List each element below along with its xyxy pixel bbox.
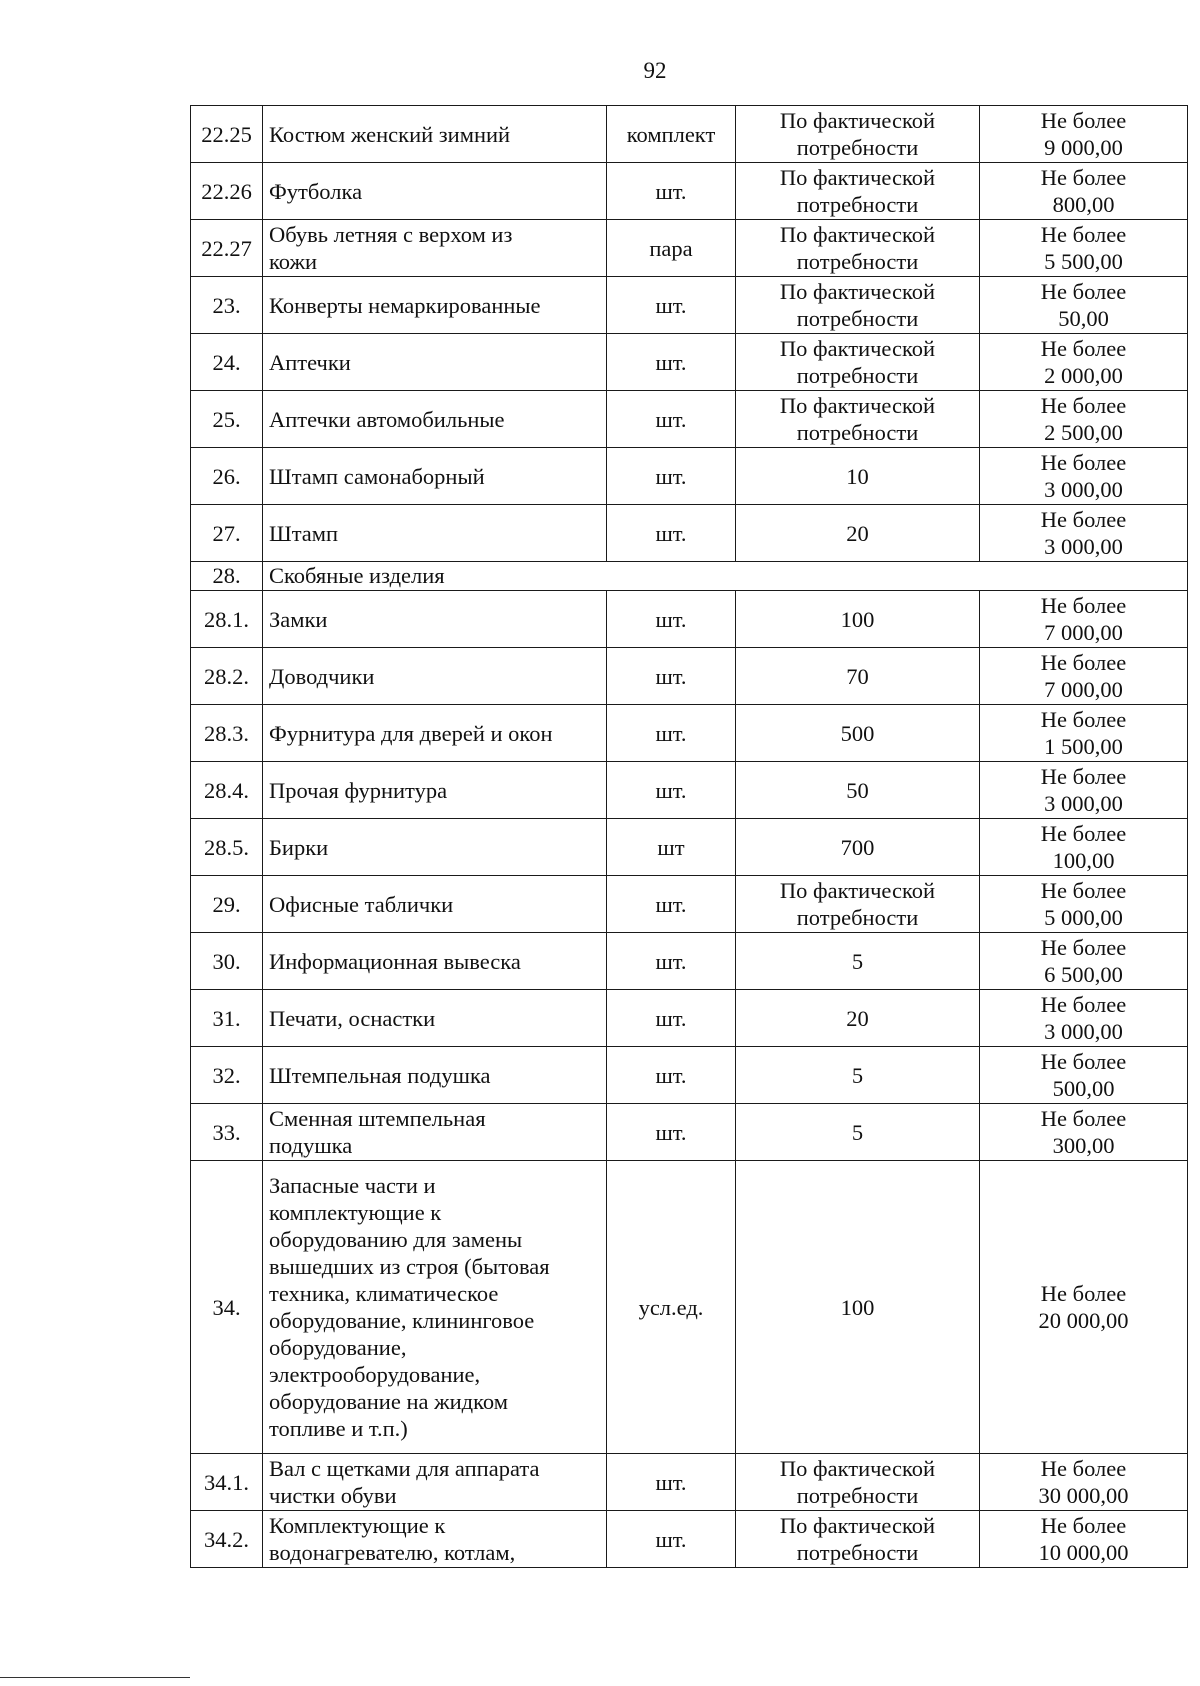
- qty-line: По фактической: [779, 1513, 936, 1538]
- item-number: 28.: [191, 562, 263, 591]
- item-number: 26.: [191, 448, 263, 505]
- item-number: 32.: [191, 1047, 263, 1104]
- table-row: [191, 990, 1188, 1047]
- qty-line: 70: [846, 663, 869, 689]
- item-price: [980, 448, 1188, 505]
- price-line: Не более: [1040, 108, 1127, 133]
- price-line: Не более: [1040, 165, 1127, 190]
- table-row: [191, 819, 1188, 876]
- item-name: [263, 762, 607, 819]
- item-quantity: [736, 448, 980, 505]
- item-price: [980, 705, 1188, 762]
- item-unit: шт.: [607, 163, 736, 220]
- item-number: 28.3.: [191, 705, 263, 762]
- table-row: [191, 220, 1188, 277]
- qty-line: 50: [846, 777, 869, 803]
- table-row: [191, 163, 1188, 220]
- name-line: Скобяные изделия: [269, 563, 445, 588]
- price-line: 800,00: [1052, 192, 1115, 217]
- price-line: 300,00: [1052, 1133, 1115, 1158]
- item-price: [980, 1161, 1188, 1454]
- item-quantity: [736, 1511, 980, 1568]
- item-number: 24.: [191, 334, 263, 391]
- item-number: 28.5.: [191, 819, 263, 876]
- item-number: 34.: [191, 1161, 263, 1454]
- item-unit: шт.: [607, 391, 736, 448]
- name-line: Информационная вывеска: [269, 948, 521, 974]
- qty-line: потребности: [796, 420, 919, 445]
- qty-line: По фактической: [779, 279, 936, 304]
- item-unit: шт: [607, 819, 736, 876]
- name-line: Печати, оснастки: [269, 1005, 436, 1031]
- item-unit: пара: [607, 220, 736, 277]
- table-row: [191, 1047, 1188, 1104]
- name-line: Конверты немаркированные: [269, 292, 541, 318]
- item-quantity: [736, 933, 980, 990]
- qty-line: потребности: [796, 135, 919, 160]
- item-unit: шт.: [607, 334, 736, 391]
- item-price: [980, 505, 1188, 562]
- qty-line: 5: [851, 1062, 864, 1088]
- qty-line: потребности: [796, 1483, 919, 1508]
- item-unit: шт.: [607, 705, 736, 762]
- price-line: Не более: [1040, 992, 1127, 1017]
- qty-line: 700: [840, 834, 875, 860]
- item-unit: шт.: [607, 1104, 736, 1161]
- item-number: 30.: [191, 933, 263, 990]
- item-name: [263, 705, 607, 762]
- price-line: Не более: [1040, 1049, 1127, 1074]
- name-line: Фурнитура для дверей и окон: [269, 720, 553, 746]
- name-line: техника, климатическое: [269, 1281, 499, 1306]
- qty-line: потребности: [796, 306, 919, 331]
- price-line: 3 000,00: [1044, 1019, 1123, 1044]
- qty-line: 5: [851, 1119, 864, 1145]
- item-price: [980, 933, 1188, 990]
- item-quantity: [736, 1047, 980, 1104]
- item-price: [980, 1047, 1188, 1104]
- item-name: [263, 648, 607, 705]
- table-row: [191, 591, 1188, 648]
- item-quantity: [736, 505, 980, 562]
- price-line: 5 500,00: [1044, 249, 1123, 274]
- qty-line: 100: [840, 1294, 875, 1320]
- item-name: [263, 1047, 607, 1104]
- name-line: Футболка: [269, 178, 363, 204]
- item-unit: усл.ед.: [607, 1161, 736, 1454]
- table-row: [191, 876, 1188, 933]
- price-line: 10 000,00: [1038, 1540, 1129, 1565]
- name-line: оборудование на жидком: [269, 1389, 508, 1414]
- item-price: [980, 277, 1188, 334]
- item-unit: шт.: [607, 876, 736, 933]
- price-line: Не более: [1040, 1513, 1127, 1538]
- price-line: 7 000,00: [1044, 620, 1123, 645]
- item-name: [263, 334, 607, 391]
- qty-line: 20: [846, 520, 869, 546]
- name-line: Штамп самонаборный: [269, 463, 485, 489]
- footnote-rule: [0, 1677, 190, 1678]
- name-line: Прочая фурнитура: [269, 777, 448, 803]
- item-name: [263, 391, 607, 448]
- table-row: [191, 505, 1188, 562]
- item-price: [980, 1511, 1188, 1568]
- name-line: Штамп: [269, 520, 339, 546]
- item-unit: шт.: [607, 990, 736, 1047]
- qty-line: 500: [840, 720, 875, 746]
- name-line: Аптечки: [269, 349, 351, 375]
- item-number: 28.2.: [191, 648, 263, 705]
- item-number: 29.: [191, 876, 263, 933]
- item-quantity: [736, 990, 980, 1047]
- item-quantity: [736, 1161, 980, 1454]
- name-line: Офисные таблички: [269, 891, 454, 917]
- item-quantity: [736, 762, 980, 819]
- price-line: Не более: [1040, 1456, 1127, 1481]
- qty-line: потребности: [796, 905, 919, 930]
- item-quantity: [736, 220, 980, 277]
- item-name: [263, 591, 607, 648]
- name-line: Замки: [269, 606, 328, 632]
- name-line: Запасные части и: [269, 1173, 436, 1198]
- item-price: [980, 648, 1188, 705]
- table-row: [191, 1161, 1188, 1454]
- price-line: 100,00: [1052, 848, 1115, 873]
- item-price: [980, 1104, 1188, 1161]
- table-row: [191, 448, 1188, 505]
- name-line: оборудование, клининговое: [269, 1308, 535, 1333]
- name-line: Бирки: [269, 834, 329, 860]
- item-quantity: [736, 1454, 980, 1511]
- name-line: Доводчики: [269, 663, 375, 689]
- item-name: [263, 106, 607, 163]
- price-line: 30 000,00: [1038, 1483, 1129, 1508]
- item-quantity: [736, 591, 980, 648]
- item-quantity: [736, 1104, 980, 1161]
- price-line: Не более: [1040, 450, 1127, 475]
- item-quantity: [736, 163, 980, 220]
- item-unit: шт.: [607, 277, 736, 334]
- price-line: Не более: [1040, 222, 1127, 247]
- qty-line: потребности: [796, 1540, 919, 1565]
- item-unit: комплект: [607, 106, 736, 163]
- name-line: топливе и т.п.): [269, 1416, 408, 1441]
- qty-line: 100: [840, 606, 875, 632]
- qty-line: По фактической: [779, 393, 936, 418]
- price-line: Не более: [1040, 1281, 1127, 1306]
- items-table-body: [191, 106, 1188, 1568]
- price-line: Не более: [1040, 1106, 1127, 1131]
- price-line: 3 000,00: [1044, 534, 1123, 559]
- qty-line: По фактической: [779, 222, 936, 247]
- item-name: [263, 505, 607, 562]
- name-line: электрооборудование,: [269, 1362, 481, 1387]
- item-quantity: [736, 391, 980, 448]
- item-number: 31.: [191, 990, 263, 1047]
- item-number: 22.25: [191, 106, 263, 163]
- item-name: [263, 990, 607, 1047]
- item-price: [980, 876, 1188, 933]
- item-number: 28.1.: [191, 591, 263, 648]
- name-line: Штемпельная подушка: [269, 1062, 491, 1088]
- price-line: 3 000,00: [1044, 791, 1123, 816]
- qty-line: По фактической: [779, 1456, 936, 1481]
- item-name: [263, 819, 607, 876]
- price-line: Не более: [1040, 878, 1127, 903]
- item-price: [980, 391, 1188, 448]
- name-line: Обувь летняя с верхом из: [269, 222, 513, 247]
- item-unit: шт.: [607, 505, 736, 562]
- price-line: Не более: [1040, 336, 1127, 361]
- item-unit: шт.: [607, 762, 736, 819]
- price-line: 6 500,00: [1044, 962, 1123, 987]
- item-number: 25.: [191, 391, 263, 448]
- item-name: [263, 933, 607, 990]
- table-row: [191, 391, 1188, 448]
- item-price: [980, 334, 1188, 391]
- table-row: [191, 648, 1188, 705]
- items-table: [190, 105, 1188, 1568]
- name-line: Костюм женский зимний: [269, 121, 511, 147]
- section-title: [263, 562, 1188, 591]
- price-line: 1 500,00: [1044, 734, 1123, 759]
- item-quantity: [736, 876, 980, 933]
- item-quantity: [736, 705, 980, 762]
- price-line: Не более: [1040, 821, 1127, 846]
- price-line: Не более: [1040, 650, 1127, 675]
- price-line: Не более: [1040, 393, 1127, 418]
- item-number: 27.: [191, 505, 263, 562]
- name-line: Комплектующие к: [269, 1513, 446, 1538]
- qty-line: По фактической: [779, 336, 936, 361]
- item-name: [263, 1104, 607, 1161]
- price-line: Не более: [1040, 764, 1127, 789]
- item-name: [263, 163, 607, 220]
- name-line: вышедших из строя (бытовая: [269, 1254, 550, 1279]
- name-line: кожи: [269, 249, 318, 274]
- qty-line: По фактической: [779, 108, 936, 133]
- item-price: [980, 990, 1188, 1047]
- qty-line: По фактической: [779, 165, 936, 190]
- item-unit: шт.: [607, 448, 736, 505]
- item-price: [980, 1454, 1188, 1511]
- name-line: оборудование,: [269, 1335, 407, 1360]
- price-line: 7 000,00: [1044, 677, 1123, 702]
- item-number: 22.27: [191, 220, 263, 277]
- price-line: Не более: [1040, 507, 1127, 532]
- price-line: 50,00: [1058, 306, 1109, 331]
- price-line: Не более: [1040, 279, 1127, 304]
- item-price: [980, 591, 1188, 648]
- name-line: Аптечки автомобильные: [269, 406, 505, 432]
- item-price: [980, 106, 1188, 163]
- name-line: Вал с щетками для аппарата: [269, 1456, 540, 1481]
- item-unit: шт.: [607, 1511, 736, 1568]
- price-line: Не более: [1040, 593, 1127, 618]
- item-quantity: [736, 106, 980, 163]
- price-line: 5 000,00: [1044, 905, 1123, 930]
- item-number: 34.2.: [191, 1511, 263, 1568]
- item-price: [980, 762, 1188, 819]
- table-row: [191, 106, 1188, 163]
- item-unit: шт.: [607, 591, 736, 648]
- qty-line: 20: [846, 1005, 869, 1031]
- table-row: [191, 762, 1188, 819]
- name-line: Сменная штемпельная: [269, 1106, 486, 1131]
- item-quantity: [736, 819, 980, 876]
- item-number: 34.1.: [191, 1454, 263, 1511]
- table-row: [191, 933, 1188, 990]
- price-line: 2 500,00: [1044, 420, 1123, 445]
- item-name: [263, 277, 607, 334]
- name-line: водонагревателю, котлам,: [269, 1540, 516, 1565]
- table-row: [191, 705, 1188, 762]
- table-row: [191, 1511, 1188, 1568]
- price-line: 20 000,00: [1038, 1308, 1129, 1333]
- table-row: [191, 277, 1188, 334]
- qty-line: 10: [846, 463, 869, 489]
- table-row: [191, 1454, 1188, 1511]
- item-name: [263, 1161, 607, 1454]
- table-row: [191, 562, 1188, 591]
- table-row: [191, 334, 1188, 391]
- item-name: [263, 1511, 607, 1568]
- price-line: 3 000,00: [1044, 477, 1123, 502]
- item-name: [263, 448, 607, 505]
- item-number: 28.4.: [191, 762, 263, 819]
- qty-line: потребности: [796, 192, 919, 217]
- price-line: 500,00: [1052, 1076, 1115, 1101]
- qty-line: потребности: [796, 249, 919, 274]
- name-line: чистки обуви: [269, 1483, 397, 1508]
- item-unit: шт.: [607, 1047, 736, 1104]
- item-quantity: [736, 648, 980, 705]
- item-unit: шт.: [607, 1454, 736, 1511]
- item-name: [263, 1454, 607, 1511]
- item-price: [980, 220, 1188, 277]
- table-row: [191, 1104, 1188, 1161]
- price-line: 9 000,00: [1044, 135, 1123, 160]
- price-line: Не более: [1040, 707, 1127, 732]
- item-quantity: [736, 334, 980, 391]
- item-quantity: [736, 277, 980, 334]
- name-line: подушка: [269, 1133, 353, 1158]
- item-number: 22.26: [191, 163, 263, 220]
- price-line: Не более: [1040, 935, 1127, 960]
- item-price: [980, 163, 1188, 220]
- item-number: 33.: [191, 1104, 263, 1161]
- name-line: комплектующие к: [269, 1200, 442, 1225]
- item-name: [263, 876, 607, 933]
- qty-line: потребности: [796, 363, 919, 388]
- item-unit: шт.: [607, 648, 736, 705]
- item-name: [263, 220, 607, 277]
- item-price: [980, 819, 1188, 876]
- item-unit: шт.: [607, 933, 736, 990]
- item-number: 23.: [191, 277, 263, 334]
- page-number: 92: [643, 58, 667, 83]
- qty-line: 5: [851, 948, 864, 974]
- price-line: 2 000,00: [1044, 363, 1123, 388]
- qty-line: По фактической: [779, 878, 936, 903]
- name-line: оборудованию для замены: [269, 1227, 523, 1252]
